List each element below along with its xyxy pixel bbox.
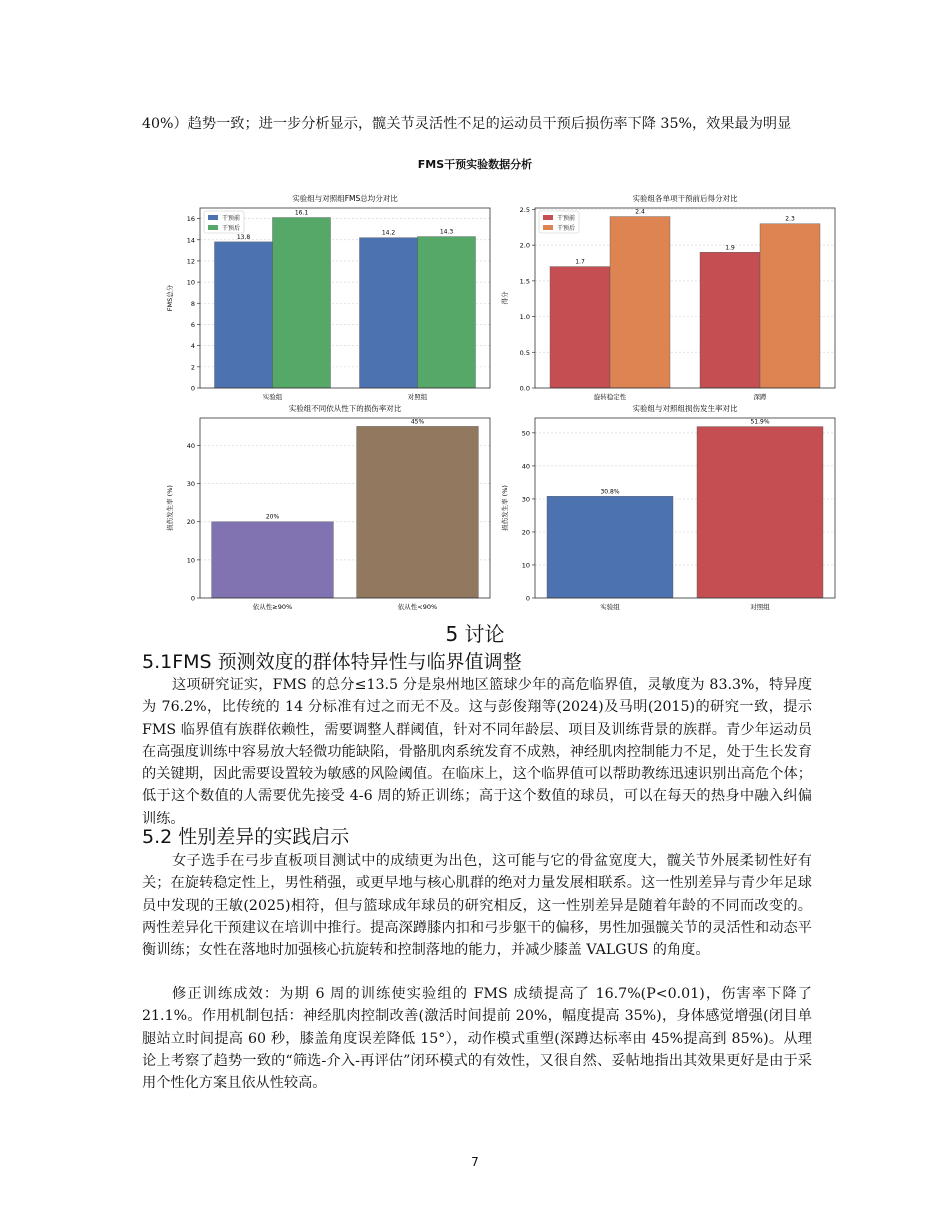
data-label: 30.8% <box>600 488 620 496</box>
data-label: 2.4 <box>635 208 645 216</box>
data-label: 1.9 <box>725 244 735 252</box>
bar <box>547 496 673 598</box>
y-tick-label: 30 <box>521 495 530 504</box>
data-label: 51.9% <box>750 418 770 426</box>
y-axis-label: 损伤发生率 (%) <box>166 485 174 531</box>
figure-title: FMS干预实验数据分析 <box>417 158 533 171</box>
data-label: 13.8 <box>236 233 251 241</box>
y-tick-label: 30 <box>186 480 195 489</box>
y-tick-label: 10 <box>186 556 195 565</box>
bar <box>212 522 334 598</box>
bar <box>215 242 273 388</box>
y-tick-label: 2 <box>190 363 195 372</box>
subsection-5-2-body-2: 修正训练成效：为期 6 周的训练使实验组的 FMS 成绩提高了 16.7%(P<0.01)，伤害率下降了 21.1%。作用机制包括：神经肌肉控制改善(激活时间提前 20%，幅度提高 35%)，身体感觉增强(闭目单腿站立时间提高 60 秒，膝盖角度误差降低 15°），动作模式重塑(深蹲达标率由 45%提高到 85%)。从理论上考察了趋势一致的“筛选-介入-再评估”闭环模式的有效性，又很自然、妥帖地指出其效果更好是由于采用个性化方案且依从性较高。 <box>142 986 812 1092</box>
bar <box>610 217 670 388</box>
y-tick-label: 50 <box>521 429 530 438</box>
y-tick-label: 1.5 <box>519 277 530 286</box>
x-tick-label: 旋转稳定性 <box>593 393 627 401</box>
data-label: 20% <box>265 513 280 521</box>
x-tick-label: 依从性≥90% <box>252 603 293 611</box>
y-axis-label: 损伤发生率 (%) <box>501 485 509 531</box>
bar <box>357 426 479 598</box>
y-tick-label: 14 <box>186 236 195 245</box>
data-label: 16.1 <box>294 209 309 217</box>
x-tick-label: 深蹲 <box>753 393 767 401</box>
y-tick-label: 2.0 <box>519 241 530 250</box>
y-axis-label: FMS总分 <box>166 284 174 312</box>
bar <box>760 224 820 388</box>
data-label: 1.7 <box>575 258 585 266</box>
bar <box>360 238 418 388</box>
y-tick-label: 40 <box>521 462 530 471</box>
y-tick-label: 10 <box>186 278 195 287</box>
chart-title: 实验组不同依从性下的损伤率对比 <box>288 404 402 413</box>
x-tick-label: 对照组 <box>750 603 770 611</box>
page-number: 7 <box>471 1155 479 1169</box>
data-label: 14.2 <box>381 229 396 237</box>
bar <box>700 252 760 388</box>
subsection-5-2-body-1: 女子选手在弓步直板项目测试中的成绩更为出色，这可能与它的骨盆宽度大，髋关节外展柔韧性好有关；在旋转稳定性上，男性稍强，或更早地与核心肌群的绝对力量发展相联系。这一性别差异与青少年足球员中发现的王敏(2025)相符，但与篮球成年球员的研究相反，这一性别差异是随着年龄的不同而改变的。两性差异化干预建议在培训中推行。提高深蹲膝内扣和弓步躯干的偏移，男性加强髋关节的灵活性和动态平衡训练；女性在落地时加强核心抗旋转和控制落地的能力，并减少膝盖 VALGUS 的角度。 <box>142 853 812 959</box>
y-tick-label: 12 <box>186 257 195 266</box>
chart-injury-rate <box>495 400 840 615</box>
y-tick-label: 8 <box>190 299 195 308</box>
chart-title: 实验组各单项干预前后得分对比 <box>632 194 738 203</box>
legend-swatch <box>543 225 553 230</box>
x-tick-label: 依从性<90% <box>397 603 438 611</box>
section-heading: 5 讨论 <box>445 622 505 646</box>
legend-label: 干预后 <box>222 225 241 232</box>
legend-swatch <box>543 215 553 220</box>
y-tick-label: 16 <box>186 215 195 224</box>
legend-label: 干预后 <box>557 225 576 232</box>
legend-label: 干预前 <box>557 215 576 222</box>
y-tick-label: 0.5 <box>519 348 530 357</box>
bar <box>418 237 476 388</box>
top-paragraph: 40%）趋势一致；进一步分析显示，髋关节灵活性不足的运动员干预后损伤率下降 35%，效果最为明显 <box>142 116 792 132</box>
y-tick-label: 0.0 <box>519 384 530 393</box>
y-axis-label: 得分 <box>501 291 509 305</box>
y-tick-label: 20 <box>186 518 195 527</box>
data-label: 14.3 <box>439 228 454 236</box>
y-tick-label: 2.5 <box>519 205 530 214</box>
y-tick-label: 0 <box>190 594 195 603</box>
y-tick-label: 10 <box>521 561 530 570</box>
y-tick-label: 20 <box>521 528 530 537</box>
y-tick-label: 4 <box>190 342 195 351</box>
legend-swatch <box>208 215 218 220</box>
y-tick-label: 6 <box>190 320 195 329</box>
chart-fms-total <box>160 190 500 410</box>
chart-title: 实验组与对照组损伤发生率对比 <box>632 404 738 413</box>
chart-title: 实验组与对照组FMS总均分对比 <box>292 194 398 203</box>
y-tick-label: 1.0 <box>519 313 530 322</box>
bar <box>697 427 823 598</box>
data-label: 45% <box>410 418 425 426</box>
bar <box>550 267 610 388</box>
y-tick-label: 40 <box>186 441 195 450</box>
x-tick-label: 实验组 <box>600 603 620 611</box>
chart-compliance-injury <box>160 400 500 615</box>
subsection-heading-5-1: 5.1FMS 预测效度的群体特异性与临界值调整 <box>142 651 522 673</box>
bar <box>273 218 331 388</box>
x-tick-label: 对照组 <box>407 393 428 401</box>
subsection-heading-5-2: 5.2 性别差异的实践启示 <box>142 826 350 848</box>
x-tick-label: 实验组 <box>262 393 283 401</box>
y-tick-label: 0 <box>525 594 530 603</box>
subsection-5-1-body: 这项研究证实，FMS 的总分≤13.5 分是泉州地区篮球少年的高危临界值，灵敏度为 83.3%，特异度为 76.2%，比传统的 14 分标准有过之而无不及。这与彭俊翔等(2024)及马明(2015)的研究一致，提示 FMS 临界值有族群依赖性，需要调整人群阈值，针对不同年龄层、项目及训练背景的族群。青少年运动员在高强度训练中容易放大轻微功能缺陷，骨骼肌肉系统发育不成熟，神经肌肉控制能力不足，处于生长发育的关键期，因此需要设置较为敏感的风险阈值。在临床上，这个临界值可以帮助教练迅速识别出高危个体；低于这个数值的人需要优先接受 4-6 周的矫正训练；高于这个数值的球员，可以在每天的热身中融入纠偏训练。 <box>142 677 812 827</box>
chart-single-item <box>495 190 840 410</box>
data-label: 2.3 <box>785 215 795 223</box>
legend-label: 干预前 <box>222 215 241 222</box>
legend-swatch <box>208 225 218 230</box>
y-tick-label: 0 <box>190 384 195 393</box>
legend <box>204 211 244 233</box>
legend <box>539 211 579 233</box>
